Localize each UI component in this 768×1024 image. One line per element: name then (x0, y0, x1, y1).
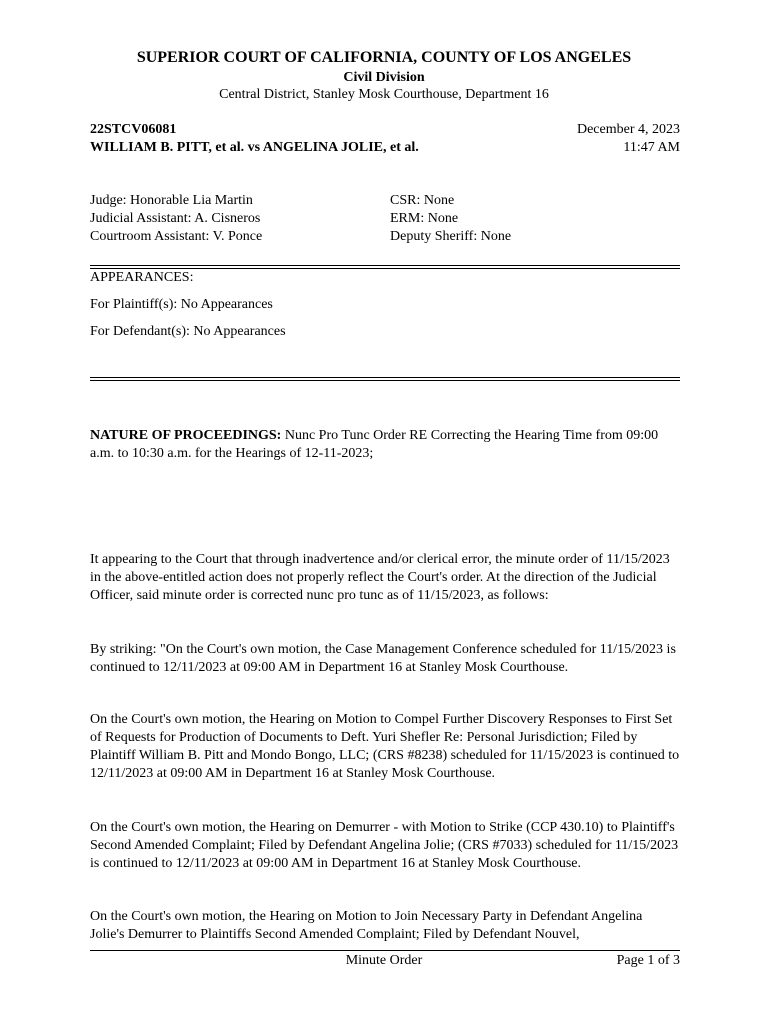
footer-rule (90, 950, 680, 951)
plaintiff-appearance: For Plaintiff(s): No Appearances (90, 297, 273, 312)
body-paragraph: On the Court's own motion, the Hearing on Motion to Compel Further Discovery Responses to First Set of Requests for Production of Documents to Deft. Yuri Shefler Re: Personal Jurisdiction; Filed by Plaintiff William B. Pitt and Mondo Bongo, LLC; (CRS #8238) scheduled for 11/15/2023 is continued to 12/11/2023 at 09:00 AM in Department 16 at Stanley Mosk Courthouse. (90, 712, 680, 781)
case-number-row (90, 121, 680, 139)
defendant-appearance: For Defendant(s): No Appearances (90, 324, 286, 339)
court-title: SUPERIOR COURT OF CALIFORNIA, COUNTY OF LOS ANGELES (136, 49, 632, 66)
footer-title: Minute Order (345, 953, 423, 968)
body-paragraph: On the Court's own motion, the Hearing on Motion to Join Necessary Party in Defendant Angelina Jolie's Demurrer to Plaintiffs Second Amended Complaint; Filed by Defendant Nouvel, (90, 909, 643, 942)
courtroom-assistant: Courtroom Assistant: V. Ponce (90, 229, 263, 244)
body-paragraph: It appearing to the Court that through inadvertence and/or clerical error, the minute order of 11/15/2023 in the above-entitled action does not properly reflect the Court's order. At the direction of the Judicial Officer, said minute order is corrected nunc pro tunc as of 11/15/2023, as follows: (90, 552, 670, 603)
nature-text: Nunc Pro Tunc Order RE Correcting the Hearing Time from 09:00 a.m. to 10:30 a.m. for the Hearings of 12-11-2023; (90, 428, 659, 461)
judge-name: Judge: Honorable Lia Martin (90, 193, 253, 208)
hearing-time: 11:47 AM (623, 140, 680, 155)
division-title: Civil Division (343, 70, 425, 85)
case-number: 22STCV06081 (90, 122, 177, 137)
erm: ERM: None (390, 211, 459, 226)
divider-rule (90, 377, 680, 378)
nature-label: NATURE OF PROCEEDINGS: (90, 428, 282, 443)
divider-rule (90, 380, 680, 381)
body-paragraph: On the Court's own motion, the Hearing on Demurrer - with Motion to Strike (CCP 430.10) to Plaintiff's Second Amended Complaint; Filed by Defendant Angelina Jolie; (CRS #7033) scheduled for 11/15/2023 is continued to 12/11/2023 at 09:00 AM in Department 16 at Stanley Mosk Courthouse. (90, 820, 679, 871)
case-caption-row (90, 139, 680, 157)
appearances-heading: APPEARANCES: (90, 270, 194, 285)
divider-rule (90, 265, 680, 266)
courthouse-location: Central District, Stanley Mosk Courthouse, Department 16 (219, 87, 549, 102)
case-caption: WILLIAM B. PITT, et al. vs ANGELINA JOLIE, et al. (90, 140, 419, 155)
judicial-assistant: Judicial Assistant: A. Cisneros (90, 211, 261, 226)
deputy-sheriff: Deputy Sheriff: None (390, 229, 512, 244)
page-number: Page 1 of 3 (616, 953, 680, 968)
csr: CSR: None (390, 193, 455, 208)
hearing-date: December 4, 2023 (576, 122, 680, 137)
nature-of-proceedings (90, 427, 680, 463)
body-paragraph: By striking: "On the Court's own motion, the Case Management Conference scheduled for 11/15/2023 is continued to 12/11/2023 at 09:00 AM in Department 16 at Stanley Mosk Courthouse. (90, 642, 676, 675)
